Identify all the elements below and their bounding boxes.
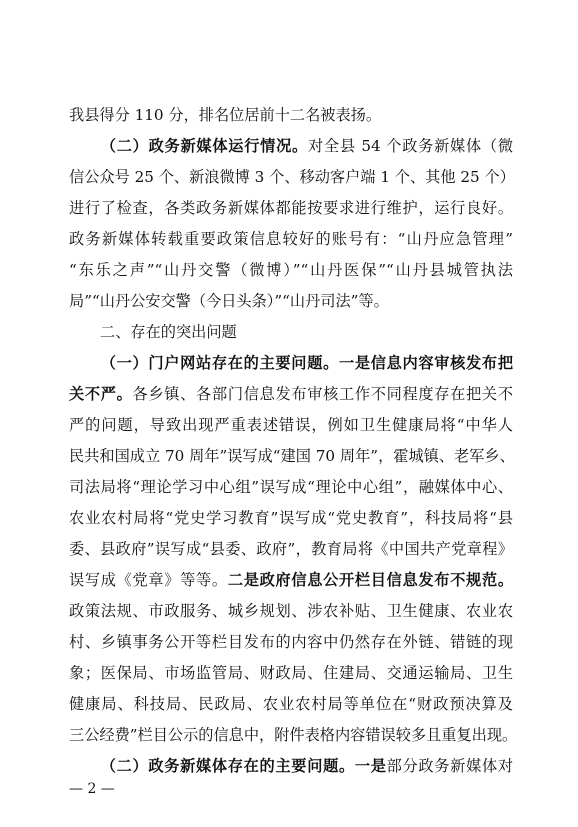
- paragraph-line: [69, 259, 513, 281]
- line-text: “东乐之声”“山丹交警（微博）”“山丹医保”“山丹县城管执法: [69, 261, 513, 279]
- line-text: 对全县 54 个政务新媒体（微: [307, 137, 514, 155]
- line-text: 三公经费”栏目公示的信息中，附件表格内容错误较多且重复出现。: [69, 726, 518, 744]
- bold-lead-text: 二是政府信息公开栏目信息发布不规范。: [227, 571, 514, 589]
- line-text: 严的问题，导致出现严重表述错误，例如卫生健康局将“中华人: [69, 416, 513, 434]
- paragraph-line: [69, 693, 513, 715]
- paragraph-line: [69, 383, 513, 405]
- bold-lead-text: 一是: [354, 757, 387, 775]
- page-number: — 2 —: [69, 781, 115, 797]
- paragraph-line: [69, 352, 513, 374]
- section-heading-text: 二、存在的突出问题: [100, 323, 237, 341]
- paragraph-line: [69, 662, 513, 684]
- line-text: 民共和国成立 70 周年”误写成“建国 70 周年”，霍城镇、老军乡、: [69, 447, 515, 465]
- line-text: 象；医保局、市场监管局、财政局、住建局、交通运输局、卫生: [69, 664, 513, 682]
- line-text: 政策法规、市政服务、城乡规划、涉农补贴、卫生健康、农业农: [69, 602, 513, 620]
- line-text: 司法局将“理论学习中心组”误写成“理论中心组”，融媒体中心、: [69, 478, 513, 496]
- paragraph-line: [69, 135, 513, 157]
- paragraph-line: [69, 631, 513, 653]
- paragraph-line: [69, 476, 513, 498]
- line-text: 委、县政府”误写成“县委、政府”，教育局将《中国共产党章程》: [69, 540, 513, 558]
- paragraph-line: [69, 166, 513, 188]
- line-text: 我县得分 110 分，排名位居前十二名被表扬。: [69, 106, 382, 124]
- subheading-portal-issues: （一）门户网站存在的主要问题。一是信息内容审核发布把: [100, 354, 513, 372]
- line-text: 村、乡镇事务公开等栏目发布的内容中仍然存在外链、错链的现: [69, 633, 513, 651]
- bold-lead-text: 关不严。: [69, 385, 133, 403]
- paragraph-line: [69, 290, 513, 312]
- paragraph-line: [69, 445, 513, 467]
- line-text: 部分政务新媒体对: [386, 757, 514, 775]
- line-text: 局”“山丹公安交警（今日头条）”“山丹司法”等。: [69, 292, 389, 310]
- paragraph-line: [69, 414, 513, 436]
- line-text: 误写成《党章》等等。: [69, 571, 228, 589]
- paragraph-line: [69, 197, 513, 219]
- line-text: 各乡镇、各部门信息发布审核工作不同程度存在把关不: [132, 385, 514, 403]
- line-text: 健康局、科技局、民政局、农业农村局等单位在“财政预决算及: [69, 695, 513, 713]
- section-heading: [69, 321, 513, 343]
- paragraph-line: [69, 228, 513, 250]
- paragraph-line: [69, 104, 513, 126]
- line-text: 农业农村局将“党史学习教育”误写成“党史教育”，科技局将“县: [69, 509, 513, 527]
- paragraph-line: [69, 724, 518, 746]
- line-text: 政务新媒体转载重要政策信息较好的账号有：“山丹应急管理”: [69, 230, 513, 248]
- line-text: 信公众号 25 个、新浪微博 3 个、移动客户端 1 个、其他 25 个）: [69, 168, 515, 186]
- paragraph-line: [69, 755, 513, 777]
- paragraph-line: [69, 569, 513, 591]
- paragraph-line: [69, 600, 513, 622]
- subheading-new-media-status: （二）政务新媒体运行情况。: [100, 137, 308, 155]
- subheading-new-media-issues: （二）政务新媒体存在的主要问题。: [100, 757, 355, 775]
- line-text: 进行了检查，各类政务新媒体都能按要求进行维护，运行良好。: [69, 199, 513, 217]
- paragraph-line: [69, 538, 513, 560]
- paragraph-line: [69, 507, 513, 529]
